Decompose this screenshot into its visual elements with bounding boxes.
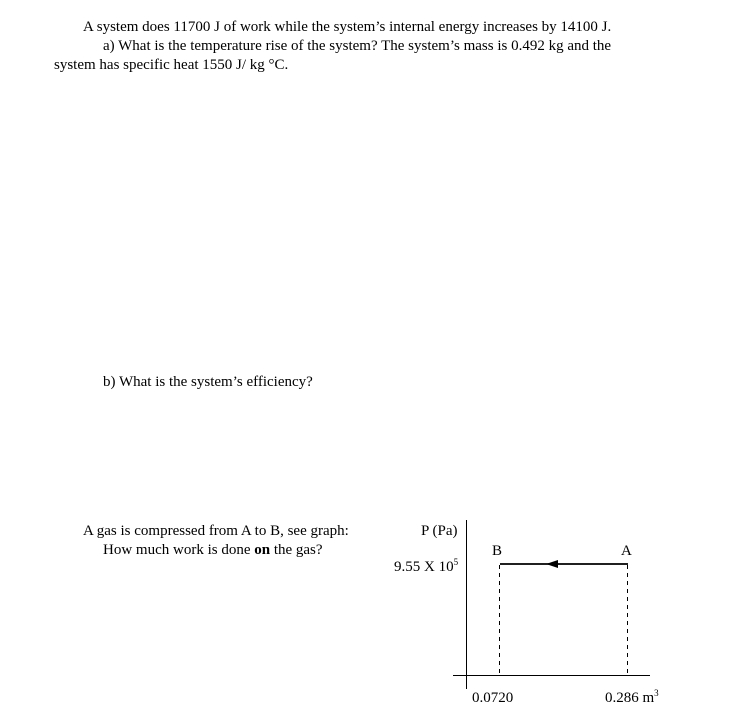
question-text-pre: How much work is done — [103, 542, 255, 558]
direction-arrow — [546, 560, 558, 568]
y-axis-label: P (Pa) — [421, 523, 458, 539]
x-tick-a-exponent: 3 — [654, 688, 659, 698]
x-tick-label-b: 0.0720 — [472, 690, 514, 706]
question-text-post: the gas? — [270, 542, 323, 558]
problem1-part-b: b) What is the system’s efficiency? — [103, 374, 313, 390]
question-emphasis-on: on — [254, 542, 271, 558]
point-b-label: B — [492, 543, 503, 559]
x-tick-a-base: 0.286 m — [605, 690, 655, 706]
pressure-exponent: 5 — [453, 557, 459, 567]
problem1-part-a-line2: system has specific heat 1550 J/ kg °C. — [54, 57, 289, 73]
problem2-statement: A gas is compressed from A to B, see graph: — [83, 523, 349, 539]
problem1-part-a-line1: a) What is the temperature rise of the system? The system’s mass is 0.492 kg and the — [103, 38, 612, 54]
problem1-statement: A system does 11700 J of work while the system’s internal energy increases by 14100 J. — [83, 19, 612, 35]
pressure-base: 9.55 X 10 — [394, 559, 454, 575]
point-a-label: A — [621, 543, 632, 559]
